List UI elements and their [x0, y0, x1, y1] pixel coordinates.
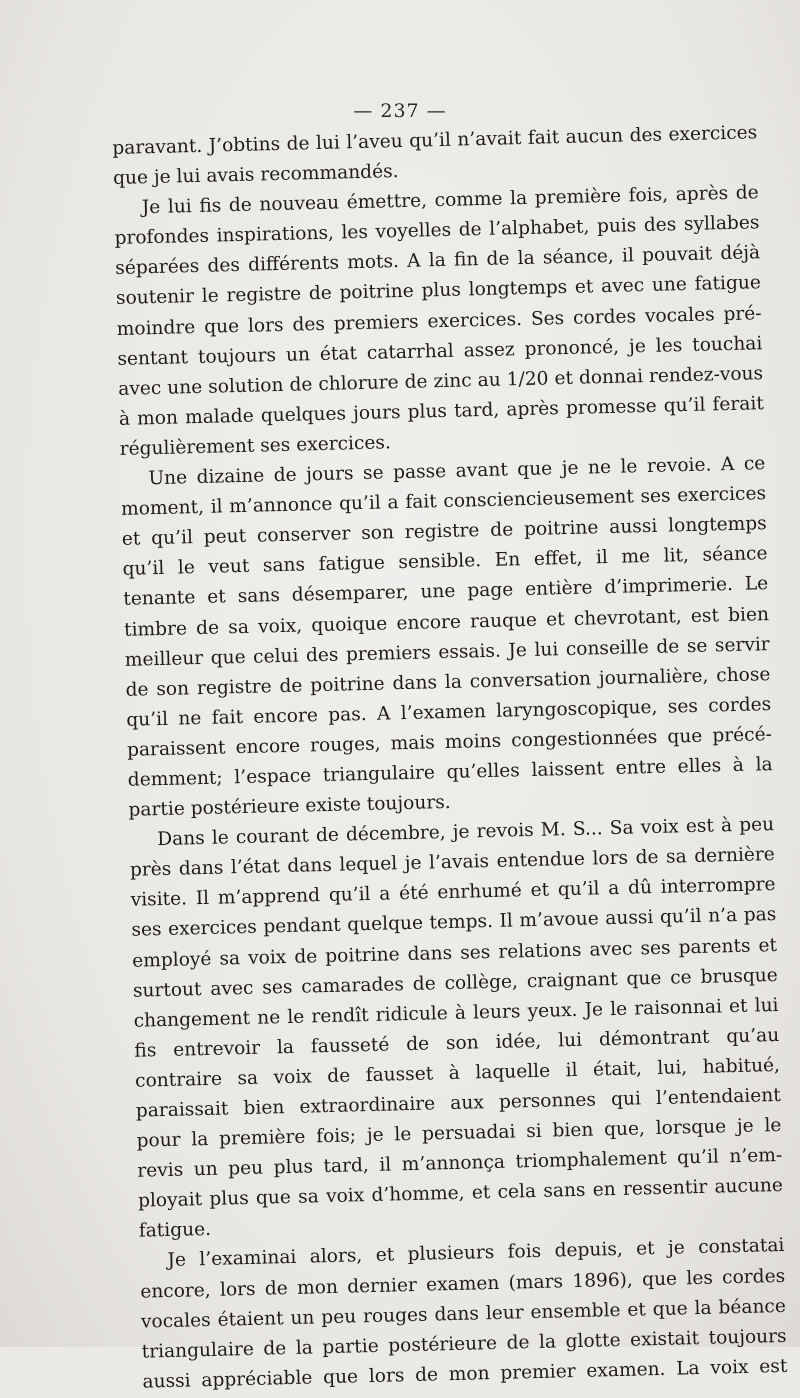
- text-line: partie postérieure existe toujours.: [128, 791, 451, 821]
- text-line: Je l’examinai alors, et plusieurs fois depuis, et je constatai: [167, 1235, 785, 1272]
- text-line: vocales étaient un peu rouges dans leur ensemble et que la béance: [140, 1295, 787, 1333]
- page-number: — 237 —: [353, 100, 447, 122]
- text-line: demment; l’espace triangulaire qu’elles laissent entre elles à la: [127, 754, 773, 791]
- text-line: sentant toujours un état catarrhal assez prononcé, je les touchai: [117, 332, 763, 370]
- text-line: Je lui fis de nouveau émettre, comme la première fois, après de: [141, 182, 759, 219]
- text-line: soutenir le registre de poitrine plus longtemps et avec une fatigue: [115, 272, 762, 310]
- text-line: paravant. J’obtins de lui l’aveu qu’il n’avait fait aucun des exercices: [112, 122, 758, 159]
- text-line: Dans le courant de décembre, je revois M. S... Sa voix est à peu: [157, 814, 775, 851]
- text-line: visite. Il m’apprend qu’il a été enrhumé et qu’il a dû interrompre: [130, 874, 776, 912]
- text-line: ployait plus que sa voix d’homme, et cela sans en ressentir aucune: [137, 1175, 784, 1212]
- text-line: fatigue.: [138, 1219, 212, 1243]
- text-line: tenante et sans désemparer, une page entière d’imprimerie. Le: [123, 573, 769, 611]
- text-line: qu’il le veut sans fatigue sensible. En effet, il me lit, séance: [122, 543, 768, 581]
- text-line: paraissait bien extraordinaire aux personnes qui l’entendaient: [135, 1084, 781, 1122]
- text-line: près dans l’état dans lequel je l’avais entendue lors de sa dernière: [129, 844, 776, 882]
- text-line: pour la première fois; je le persuadai si bien que, lorsque je le: [136, 1115, 782, 1152]
- text-line: et qu’il peut conserver son registre de poitrine aussi longtemps: [121, 513, 767, 551]
- text-line: encore, lors de mon dernier examen (mars 1896), que les cordes: [140, 1265, 786, 1303]
- text-line: surtout avec ses camarades de collège, craignant que ce brusque: [132, 964, 779, 1002]
- text-line: revis un peu plus tard, il m’annonça triomphalement qu’il n’em-: [137, 1145, 783, 1182]
- text-line: employé sa voix de poitrine dans ses relations avec ses parents et: [131, 934, 778, 972]
- text-line: avec une solution de chlorure de zinc au 1/20 et donnai rendez-vous: [117, 362, 764, 400]
- text-line: contraire sa voix de fausset à laquelle il était, lui, habitué,: [134, 1054, 781, 1092]
- text-line: meilleur que celui des premiers essais. Je lui conseille de se servir: [124, 633, 770, 671]
- text-line: Une dizaine de jours se passe avant que je ne le revoie. A ce: [148, 453, 766, 490]
- text-line: régulièrement ses exercices.: [119, 432, 392, 460]
- text-line: de son registre de poitrine dans la conversation journalière, chose: [125, 663, 771, 701]
- text-line: timbre de sa voix, quoique encore rauque et chevrotant, est bien: [123, 603, 770, 641]
- text-line: moment, il m’annonce qu’il a fait consciencieusement ses exercices: [120, 483, 767, 521]
- text-line: aussi appréciable que lors de mon premier examen. La voix est: [142, 1355, 788, 1393]
- text-line: profondes inspirations, les voyelles de l’alphabet, puis des syllabes: [114, 212, 760, 250]
- text-line: à mon malade quelques jours plus tard, après promesse qu’il ferait: [118, 393, 765, 430]
- text-line: triangulaire de la partie postérieure de la glotte existait toujours: [141, 1325, 787, 1363]
- text-line: paraissent encore rouges, mais moins congestionnées que précé-: [126, 723, 773, 761]
- text-line: fis entrevoir la fausseté de son idée, lui démontrant qu’au: [134, 1024, 780, 1062]
- text-line: qu’il ne fait encore pas. A l’examen laryngoscopique, ses cordes: [126, 693, 772, 731]
- text-line: ses exercices pendant quelque temps. Il m’avoue aussi qu’il n’a pas: [131, 904, 777, 942]
- body-text: [112, 118, 788, 1397]
- text-line: séparées des différents mots. A la fin de la séance, il pouvait déjà: [115, 242, 761, 280]
- text-line: moindre que lors des premiers exercices. Ses cordes vocales pré-: [116, 302, 762, 340]
- text-line: que je lui avais recommandés.: [112, 161, 399, 190]
- text-line: changement ne le rendît ridicule à leurs yeux. Je le raisonnai et lui: [133, 994, 779, 1032]
